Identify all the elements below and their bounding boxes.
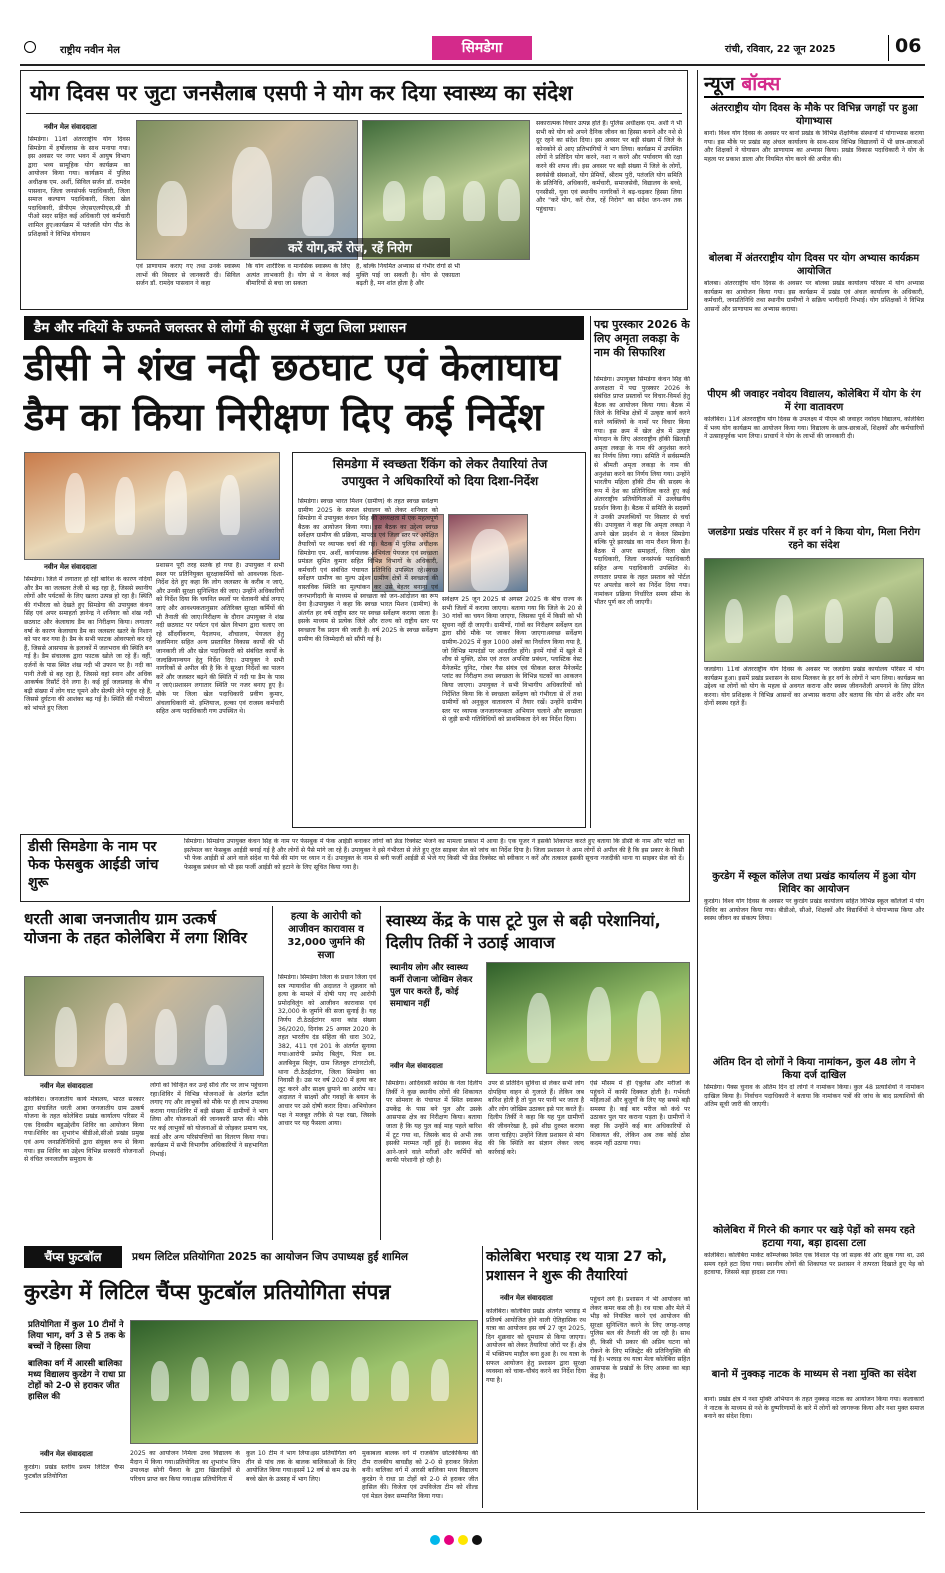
news-item-4-text: कुरडेग। विश्व योग दिवस के अवसर पर कुरडेग प्रखंड कार्यालय सहित विभिन्न स्कूल कॉलेजों में योग शिविर का आयोजन किया गया। बीडीओ, सीओ, शिक्षकों और विद्यार्थियों ने योगाभ्यास किया और स्वस्थ जीवन का संकल्प लिया। bbox=[704, 898, 924, 923]
football-bullet-1: प्रतियोगिता में कुल 10 टीमों ने लिया भाग, वर्ग 3 से 5 तक के बच्चों ने हिस्सा लिया bbox=[28, 1320, 125, 1352]
dharti-byline: नवीन मेल संवाददाता bbox=[40, 1082, 93, 1090]
news-item-3-photo bbox=[704, 558, 924, 662]
murder-headline: हत्या के आरोपी को आजीवन कारावास व 32,000 जुर्माने की सजा bbox=[287, 911, 365, 961]
yoga-col-4: है, बल्कि नियमित अभ्यास से गंभीर रोगों से भी मुक्ति पाई जा सकती है। योग से एकाग्रता बढ़ती है, मन शांत होता है और bbox=[356, 263, 460, 288]
rath-divider bbox=[482, 1246, 483, 1508]
news-box-title bbox=[704, 70, 924, 98]
news-item-7-head: बानो में नुक्कड़ नाटक के माध्यम से नशा मुक्ति का संदेश bbox=[711, 1369, 917, 1380]
bridge-byline: नवीन मेल संवाददाता bbox=[390, 1062, 443, 1070]
football-headline: कुरडेग में लिटिल चैंप्स फुटबॉल प्रतियोगिता संपन्न bbox=[24, 1280, 391, 1304]
news-item-6-text: कोलेबिरा। कोलेबिरा मार्केट कॉम्प्लेक्स स्थित एक विशाल पेड़ जो सड़क की ओर झुक गया था, उसे समय रहते हटा दिया गया। स्थानीय लोगों की शिकायत पर प्रशासन ने तत्परता दिखाते हुए पेड़ को हटवाया, जिससे बड़ा हादसा टल गया। bbox=[704, 1252, 924, 1277]
yoga-headline: योग दिवस पर जुटा जनसैलाब एसपी ने योग कर दिया स्वास्थ्य का संदेश bbox=[30, 81, 573, 105]
news-item-3-text: जलडेगा। 11वां अंतरराष्ट्रीय योग दिवस के अवसर पर जलडेगा प्रखंड कार्यालय परिसर में योग कार्यक्रम हुआ। इसमें प्रखंड प्रशासन के साथ मिलकर के हर वर्ग के लोगों ने भाग लिया। कार्यक्रम का उद्देश्य था लोगों को योग के महत्व से अवगत कराना और स्वस्थ जीवनशैली अपनाने के लिए प्रेरित करना। योग प्रशिक्षक ने विभिन्न आसनों का अभ्यास कराया और बताया कि योग से शरीर और मन दोनों स्वस्थ रहते हैं। bbox=[704, 666, 924, 708]
dam-kicker: डैम और नदियों के उफनते जलस्तर से लोगों की सुरक्षा में जुटा जिला प्रशासन bbox=[24, 316, 584, 340]
news-item-5-head: अंतिम दिन दो लोगों ने किया नामांकन, कुल 48 लोग ने किया दर्ज दाखिल bbox=[712, 1057, 916, 1081]
bridge-callout: स्थानीय लोग और स्वास्थ्य कर्मी रोजाना जोखिम लेकर पुल पार करते हैं, कोई समाधान नहीं bbox=[390, 963, 473, 1009]
murder-divider-left bbox=[272, 906, 273, 1240]
page-number: 06 bbox=[888, 35, 922, 61]
football-tag: चैंप्स फुटबॉल bbox=[24, 1246, 122, 1268]
registration-mark-icon bbox=[24, 41, 36, 53]
fb-headline: डीसी सिमडेगा के नाम पर फेक फेसबुक आईडी जांच शुरू bbox=[28, 839, 159, 891]
news-item-2-text: कोलेबिरा। 11वें अंतरराष्ट्रीय योग दिवस के उपलक्ष्य में पीएम श्री जवाहर नवोदय विद्यालय, कोलेबिरा में भव्य योग कार्यक्रम का आयोजन किया गया। विद्यालय के छात्र-छात्राओं, शिक्षकों और कर्मचारियों ने उत्साहपूर्वक भाग लिया। प्राचार्य ने योग के लाभों की जानकारी दी। bbox=[704, 416, 924, 441]
clean-col-1: सिमडेगा। स्वच्छ भारत मिशन (ग्रामीण) के तहत स्वच्छ सर्वेक्षण ग्रामीण 2025 के सफल संचालन को लेकर शनिवार को सिमडेगा में उपायुक्त कंचन सिंह की अध्यक्षता में एक महत्वपूर्ण बैठक का आयोजन किया गया। इस बैठक का उद्देश्य स्वच्छ सर्वेक्षण ग्रामीण की प्रक्रिया, मापदंड एवं जिला स्तर पर अपेक्षित तैयारियों पर व्यापक चर्चा की गई। बैठक में पुलिस अधीक्षक सिमडेगा एम. अर्शी, कार्यपालक अभियंता पेयजल एवं स्वच्छता प्रमंडल सुमित कुमार सहित विभिन्न विभागों के अधिकारी, कर्मचारी एवं संबंधित पंचायत प्रतिनिधि उपस्थित रहे।स्वच्छ सर्वेक्षण ग्रामीण का मूल्य उद्देश्य ग्रामीण क्षेत्रों में स्वच्छता की वास्तविक स्थिति का मूल्यांकन कर उसे बेहतर बनाना एवं जनभागीदारी के माध्यम से स्वच्छता को जन-आंदोलन का रूप देना है।उपायुक्त ने कहा कि स्वच्छ भारत मिशन (ग्रामीण) के अंतर्गत हर वर्ष राष्ट्रीय स्तर पर स्वच्छ सर्वेक्षण कराया जाता है। इसके माध्यम से प्रत्येक जिले और राज्य को राष्ट्रीय स्तर पर स्वच्छता रैंक प्रदान की जाती है। वर्ष 2025 के स्वच्छ सर्वेक्षण ग्रामीण की जिम्मेदारी को सौंपी गई है। bbox=[298, 498, 438, 643]
yoga-byline: नवीन मेल संवाददाता bbox=[44, 123, 97, 131]
dam-byline: नवीन मेल संवाददाता bbox=[44, 563, 97, 571]
news-item-0-text: बानो। विश्व योग दिवस के अवसर पर बानो प्रखंड के विभिन्न शैक्षणिक संस्थानों में योगाभ्यास कराया गया। इस मौके पर प्रखंड सह अंचल कार्यालय के साथ-साथ विभिन्न विद्यालयों में भी छात्र-छात्राओं और शिक्षकों ने योगासन और प्राणायाम का अभ्यास किया। प्रखंड विकास पदाधिकारी ने योग के महत्व पर प्रकाश डाला और नियमित योग करने की अपील की। bbox=[704, 130, 924, 163]
dam-photo bbox=[24, 452, 280, 560]
padma-headline: पद्म पुरस्कार 2026 के लिए अमृता लकड़ा के नाम की सिफारिश bbox=[594, 318, 690, 359]
paper-name: राष्ट्रीय नवीन मेल bbox=[60, 45, 120, 56]
clean-photo-2 bbox=[448, 514, 528, 592]
bridge-col-2: उपर से प्रतिदिन सुविधा से लेकर सभी लोग दोपहिया वाहन से गुजरते हैं। लेकिन जब बारिश होती है तो पुल पर पानी भर जाता है और लोग जोखिम उठाकर इसे पार करते हैं। दिलीप तिर्की ने कहा कि यह पुल ग्रामीणों की जीवनरेखा है, इसे शीघ्र दुरुस्त कराया जाना चाहिए। उन्होंने जिला प्रशासन से मांग की कि स्थिति का संज्ञान लेकर जल्द कार्रवाई करे। bbox=[488, 1080, 584, 1156]
news-item-5-text: सिमडेगा। पैक्स चुनाव के अंतिम दिन दो लोगों ने नामांकन किया। कुल 48 प्रत्याशियों ने नामांकन दाखिल किया है। निर्वाचन पदाधिकारी ने बताया कि नामांकन पत्रों की जांच के बाद प्रत्याशियों की अंतिम सूची जारी की जाएगी। bbox=[704, 1084, 924, 1109]
color-registration-strip bbox=[430, 1530, 520, 1540]
rath-col-2: पहुंचने लगे हैं। प्रशासन ने भी आयोजन को लेकर कमर कस ली है। रथ यात्रा और मेले में भीड़ को नियंत्रित करने एवं आयोजन की सुरक्षा सुनिश्चित करने के लिए जगह-जगह पुलिस बल की तैनाती की जा रही है। साथ ही, किसी भी प्रकार की अप्रिय घटना को रोकने के लिए मजिस्ट्रेट की प्रतिनियुक्ति की गई है। भरघाड़ रथ यात्रा मेला कोलेबिरा सहित आसपास के प्रखंडों के लिए आस्था का बड़ा केंद्र है। bbox=[590, 1296, 690, 1381]
rath-byline: नवीन मेल संवाददाता bbox=[500, 1294, 553, 1302]
padma-divider bbox=[590, 316, 591, 828]
footer-rule bbox=[20, 1512, 925, 1513]
dharti-headline: धरती आबा जनजातीय ग्राम उत्कर्ष योजना के तहत कोलेबिरा में लगा शिविर bbox=[24, 910, 247, 947]
news-item-7-text: बानो। प्रखंड क्षेत्र में नशा मुक्ति अभियान के तहत नुक्कड़ नाटक का आयोजन किया गया। कलाकारों ने नाटक के माध्यम से नशे के दुष्परिणामों के बारे में लोगों को जागरूक किया और नशा मुक्त समाज बनाने का संदेश दिया। bbox=[704, 1396, 924, 1421]
dam-headline-1: डीसी ने शंख नदी छठघाट एवं केलाघाघ bbox=[24, 345, 561, 389]
football-bullets bbox=[26, 1320, 126, 1438]
masthead bbox=[20, 34, 925, 64]
news-item-0-head: अंतरराष्ट्रीय योग दिवस के मौके पर विभिन्न जगहों पर हुआ योगाभ्यास bbox=[710, 103, 918, 127]
news-item-1-text: बोलबा। अंतरराष्ट्रीय योग दिवस के अवसर पर बोलबा प्रखंड कार्यालय परिसर में योग अभ्यास कार्यक्रम का आयोजन किया गया। इस कार्यक्रम में प्रखंड एवं अंचल कार्यालय के अधिकारी, कर्मचारी, जनप्रतिनिधि तथा स्थानीय ग्रामीणों ने सक्रिय भागीदारी निभाई। योग प्रशिक्षकों ने विभिन्न आसनों और प्राणायाम का अभ्यास कराया। bbox=[704, 280, 924, 313]
dharti-col-1: कोलेबिरा। जनजातीय कार्य मंत्रालय, भारत सरकार द्वारा संचालित धरती आबा जनजातीय ग्राम उत्कर्ष योजना के तहत कोलेबिरा प्रखंड कार्यालय परिसर में एक दिवसीय बहुउद्देशीय शिविर का आयोजन किया गया।शिविर का शुभारंभ बीडीओ,सीओ प्रखंड प्रमुख एवं अन्य जनप्रतिनिधियों द्वारा संयुक्त रूप से किया गया। इस शिविर का उद्देश्य विभिन्न सरकारी योजनाओं से वंचित जनजातीय समुदाय के bbox=[24, 1096, 144, 1164]
murder-text: सिमडेगा। सिमडेगा जिला के प्रधान जिला एवं सत्र न्यायाधीश की अदालत ने शुक्रवार को हत्या के मामले में दोषी पाए गए आरोपी प्रमोदविलुंग को आजीवन कारावास एवं 32,000 के जुर्माने की सजा सुनाई है। यह निर्णय टी.ठेठईटांगर थाना कांड संख्या 36/2020, दिनांक 25 अगस्त 2020 के तहत भारतीय दंड संहिता की धारा 302, 382, 411 एवं 201 के अंतर्गत सुनाया गया।आरोपी प्रमोद बिलुंग, पिता स्व. अलबिनुस बिलुंग, ग्राम जितबुरु टांगरटोली, थाना टी.ठेठईटांगर, जिला सिमडेगा का निवासी है। उस पर वर्ष 2020 में हत्या कर लूट करने और साक्ष्य छुपाने का आरोप था। अदालत ने साक्ष्यों और गवाहों के बयान के आधार पर उसे दोषी करार दिया। अभियोजन पक्ष ने मजबूत तरीके से पक्ष रखा, जिसके आधार पर यह फैसला आया। bbox=[278, 974, 376, 1128]
murder-divider-right bbox=[380, 906, 381, 1240]
fb-text: सिमडेगा। सिमडेगा उपायुक्त कंचन सिंह के नाम पर फेसबुक में फेक आईडी बनाकर लोगों को फ्रेंड रिक्वेस्ट भेजने का मामला प्रकाश में आया है। एक यूजर ने इसकी शिकायत करते हुए बताया कि डीसी के नाम और फोटो का इस्तेमाल कर फेसबुक आईडी बनाई गई है और लोगों से पैसे मांगे जा रहे हैं। उपायुक्त ने इसे गंभीरता से लेते हुए तुरंत साइबर सेल को जांच का निर्देश दिया है। जिला प्रशासन ने आम लोगों से अपील की है कि इस प्रकार के किसी भी फेक आईडी से आने वाले संदेश या पैसे की मांग पर ध्यान न दें। उपायुक्त के नाम से बनी फर्जी आईडी से भेजे गए किसी भी फ्रेंड रिक्वेस्ट को स्वीकार न करें और तत्काल इसकी सूचना नजदीकी थाना या साइबर सेल को दें। फेसबुक प्रबंधन को भी इस फर्जी आईडी को हटाने के लिए सूचित किया गया है। bbox=[184, 838, 684, 871]
news-item-1-head: बोलबा में अंतरराष्ट्रीय योग दिवस पर योग अभ्यास कार्यक्रम आयोजित bbox=[708, 253, 920, 277]
right-col-divider bbox=[697, 70, 698, 1510]
rath-headline: कोलेबिरा भरघाड़ रथ यात्रा 27 को, प्रशासन ने शुरू की तैयारियां bbox=[486, 1249, 668, 1284]
news-item-2-head: पीएम श्री जवाहर नवोदय विद्यालय, कोलेबिरा में योग के रंग में रंगा वातावरण bbox=[707, 389, 921, 413]
padma-text: सिमडेगा। उपायुक्त सिमडेगा कंचन सिंह की अध्यक्षता में पद्म पुरस्कार 2026 के संबंधित प्राप्त प्रस्तावों पर विचार-विमर्श हेतु बैठक का आयोजन किया गया। बैठक में जिले के विभिन्न क्षेत्रों में उत्कृष्ट कार्य करने वाले व्यक्तियों के नामों पर विचार किया गया। इस क्रम में खेल क्षेत्र में उत्कृष्ट योगदान के लिए अंतरराष्ट्रीय हॉकी खिलाड़ी अमृता लकड़ा के नाम की अनुशंसा करने का निर्णय लिया गया। समिति ने सर्वसम्मति से श्रीमती अमृता लकड़ा के नाम की अनुशंसा करने का निर्णय लिया गया। उन्होंने भारतीय महिला हॉकी टीम की सदस्य के रूप में देश का प्रतिनिधित्व करते हुए कई अंतरराष्ट्रीय प्रतियोगिताओं में उल्लेखनीय प्रदर्शन किया है। बैठक में समिति के सदस्यों ने उनकी उपलब्धियों पर विस्तार से चर्चा की। उपायुक्त ने कहा कि अमृता लकड़ा ने अपने खेल प्रदर्शन से न केवल सिमडेगा बल्कि पूरे झारखंड का नाम रौशन किया है। बैठक में अपर समाहर्ता, जिला खेल पदाधिकारी, जिला जनसंपर्क पदाधिकारी सहित अन्य पदाधिकारी उपस्थित थे। लगातार प्रयास के तहत प्रस्ताव को पोर्टल पर अपलोड करने का निर्देश दिया गया। नामांकन प्रक्रिया निर्धारित समय सीमा के भीतर पूर्ण कर ली जाएगी। bbox=[594, 376, 690, 607]
yoga-headline-rule bbox=[26, 113, 682, 114]
yoga-photo-caption: करें योग,करें रोज, रहें निरोग bbox=[250, 238, 450, 257]
football-kicker: प्रथम लिटिल प्रतियोगिता 2025 का आयोजन जिप उपाध्यक्ष हुईं शामिल bbox=[132, 1251, 409, 1263]
yoga-col-2: एवं प्राणायाम कराए गए तथा उनके स्वास्थ्य लाभों की विस्तार से जानकारी दी। सिविल सर्जन डॉ. रामदेव पासवान ने कहा bbox=[136, 263, 240, 288]
bridge-headline: स्वास्थ्य केंद्र के पास टूटे पुल से बढ़ी परेशानियां, दिलीप तिर्की ने उठाई आवाज bbox=[386, 911, 661, 952]
football-col-2: 2025 का आयोजन निर्मला उच्च विद्यालय के मैदान में किया गया।प्रतियोगिता का शुभारंभ जिप उपाध्यक्ष सोनी पैंकरा के द्वारा खिलाड़ियों से परिचय प्राप्त कर किया गया।इस प्रतियोगिता में bbox=[130, 1450, 240, 1483]
clean-headline-2: उपायुक्त ने अधिकारियों को दिया दिशा-निर्देश bbox=[341, 474, 539, 488]
bridge-col-1: सिमडेगा। आदिवासी कांग्रेस के नेता दिलीप तिर्की ने कुछ स्थानीय लोगों की शिकायत पर सोमवार के पंचायत में स्थित स्वास्थ्य उपकेंद्र के पास बने पुल और उसके आसपास क्षेत्र का निरीक्षण किया। बताया जाता है कि यह पुल कई माह पहले बारिश में टूट गया था, जिसके बाद से अभी तक इसकी मरम्मत नहीं हुई है। स्वास्थ्य केंद्र आने-जाने वाले मरीजों और कर्मियों को काफी परेशानी हो रही है। bbox=[386, 1080, 482, 1165]
news-box-title-b: बॉक्स bbox=[741, 73, 781, 95]
bridge-col-3: ऐसे मौसम में ही एंबुलेंस और मरीजों के पहुंचने में काफी दिक्कत होती है। गर्भवती महिलाओं और बुजुर्गों के लिए यह सबसे बड़ी समस्या है। कई बार मरीज को कंधे पर उठाकर पुल पार कराना पड़ता है। ग्रामीणों ने कहा कि उन्होंने कई बार अधिकारियों से शिकायत की, लेकिन अब तक कोई ठोस कदम नहीं उठाया गया। bbox=[590, 1080, 690, 1148]
yoga-col-1: सिमडेगा। 11वां अंतरराष्ट्रीय योग दिवस सिमडेगा में हर्षोल्लास के साथ मनाया गया। इस अवसर पर नगर भवन में आयुष विभाग द्वारा भव्य सामूहिक योग कार्यक्रम का आयोजन किया गया। कार्यक्रम में पुलिस अधीक्षक एम. अर्शी, सिविल सर्जन डॉ. रामदेव पासवान, जिला जनसंपर्क पदाधिकारी, जिला समाज कल्याण पदाधिकारी, जिला खेल पदाधिकारी, डीपीएम जेएसएलपीएस,सी डी पीओ सदर सहित कई अधिकारी एवं कर्मचारी शामिल हुए।कार्यक्रम में पतंजलि योग पीठ के प्रशिक्षकों ने विभिन्न योगासन bbox=[28, 136, 130, 238]
football-photo bbox=[130, 1320, 478, 1444]
clean-col-2: सर्वेक्षण 25 जून 2025 से अगस्त 2025 के बीच राज्य के सभी जिलों में कराया जाएगा। बताया गया कि जिले के 20 से 30 गांवों का चयन किया जाएगा, जिसका पूर्व में किसी को भी सूचना नहीं दी जाएगी। ग्रामीणों, गांवों का निरीक्षण सर्वेक्षण दल द्वारा सीधे मौके पर जाकर किया जाएगा।स्वच्छ सर्वेक्षण ग्रामीण-2025 में कुल 1000 अंकों का निर्धारण किया गया है, जो विभिन्न मापदंडों पर आधारित होंगे। इनमें गांवों में खुले में शौच से मुक्ति, ठोस एवं तरल अपशिष्ट प्रबंधन, प्लास्टिक वेस्ट मैनेजमेंट यूनिट, गोबर गैस संयंत्र एवं फीकल स्लज मैनेजमेंट प्लांट का निरीक्षण तथा स्वच्छता के विभिन्न घटकों का आकलन किया जाएगा। उपायुक्त ने सभी विभागीय अधिकारियों को निर्देशित किया कि वे स्वच्छता सर्वेक्षण को गंभीरता से लें तथा ग्रामीणों को अनुकूल वातावरण में तैयार रखें। उन्होंने ग्रामीण स्तर पर व्यापक जनजागरूकता अभियान चलाने और स्वच्छता से जुड़ी सभी गतिविधियों को प्राथमिकता देने का निर्देश दिया। bbox=[442, 596, 582, 724]
news-item-3-head: जलडेगा प्रखंड परिसर में हर वर्ग ने किया योग, मिला निरोग रहने का संदेश bbox=[707, 527, 920, 551]
yoga-col-5: सकारात्मक विचार उत्पन्न होते हैं। पुलिस अधीक्षक एम. अर्शी ने भी सभी को योग को अपने दैनिक जीवन का हिस्सा बनाने और नशे से दूर रहने का संदेश दिया। इस अवसर पर बड़ी संख्या में जिले के कोनकोने से आए प्रतिभागियों ने भाग लिया। कार्यक्रम में उपस्थित लोगों ने प्रतिदिन योग करने, नशा न करने और पर्यावरण की रक्षा करने की शपथ ली। इस अवसर पर बड़ी संख्या में जिले के लोगों, स्वयंसेवी संस्थाओं, योग प्रेमियों, श्रीराम पुरी, पतंजलि योग समिति के प्रतिनिधि, अधिकारी, कर्मचारी, समाजसेवी, विद्यालय के बच्चे, एनसीसी, युवा एवं स्थानीय नागरिकों ने बढ़-चढ़कर हिस्सा लिया और "करें योग, करें रोज, रहें निरोग" का संदेश जन-जन तक पहुंचाया। bbox=[536, 120, 682, 213]
news-box-title-a: न्यूज bbox=[704, 73, 742, 95]
dharti-photo bbox=[24, 976, 264, 1076]
football-col-1: कुरडेग। प्रखंड स्तरीय प्रथम लिटिल चैंप्स फुटबॉल प्रतियोगिता bbox=[24, 1464, 124, 1480]
rath-col-1: कोलेबिरा। कोलेबिरा प्रखंड अंतर्गत भरघाड़ में प्रतिवर्ष आयोजित होने वाली ऐतिहासिक रथ यात्रा का आयोजन इस वर्ष 27 जून 2025, दिन शुक्रवार को धूमधाम से किया जाएगा। आयोजन को लेकर तैयारियां जोरों पर हैं। क्षेत्र में भक्तिमय माहौल बना हुआ है। रथ यात्रा के सफल आयोजन हेतु प्रशासन द्वारा सुरक्षा व्यवस्था को चाक-चौबंद करने का निर्देश दिया गया है। bbox=[486, 1308, 586, 1384]
dam-col-2: प्रशासन पूरी तरह सतर्क हो गया है। उपायुक्त ने सभी स्थल पर प्रतिनियुक्त सुरक्षाकर्मियों को आवश्यक दिशा-निर्देश देते हुए कहा कि लोग जलस्तर के करीब न जाएं, और उनकी सुरक्षा सुनिश्चित की जाए। उन्होंने अधिकारियों को निर्देश दिया कि चयनित स्थलों पर चेतावनी बोर्ड लगाए जाएं और आवश्यकतानुसार अतिरिक्त सुरक्षा कर्मियों की भी तैनाती की जाए।निरीक्षण के दौरान उपायुक्त ने शंख नदी छठघाट पर पर्यटन एवं खेल विभाग द्वारा चलाए जा रहे सौंदर्यीकरण, पैदलपथ, शौचालय, पेयजल हेतु जलमिनार सहित अन्य प्रस्तावित विकास कार्यों की भी जानकारी ली और खेल पदाधिकारी को संबंधित कार्यों के जल्दक्रियान्वयन हेतु निर्देश दिए। उपायुक्त ने सभी नागरिकों से अपील की है कि वे सुरक्षा निर्देशों का पालन करें और जलस्तर बढ़ने की स्थिति में नदी या डैम के पास न जाएं।प्रशासन लगातार स्थिति पर नजर बनाए हुए है। मौके पर जिला खेल पदाधिकारी प्रवीण कुमार, अंचलाधिकारी मो. इम्तियाज, हल्का एवं राजस्व कर्मचारी सहित अन्य पदाधिकारी गण उपस्थित थे। bbox=[156, 562, 284, 716]
football-col-3: कुल 10 टीम ने भाग लिया।इस प्रतियोगिता वर्ग तीन से पांच तक के बालक बालिकाओं के लिए आयोजित किया गया।इसमें 12 वर्ष से कम उम्र के बच्चे खेल के उत्साह में भाग लिए। bbox=[246, 1450, 356, 1483]
masthead-rule bbox=[20, 64, 925, 66]
clean-headline-1: सिमडेगा में स्वच्छता रैंकिंग को लेकर तैयारियां तेज bbox=[332, 457, 548, 471]
football-bullet-2: बालिका वर्ग में आरसी बालिका मध्य विद्यालय कुरडेग ने राधा प्रा टोहों को 2-0 से हराकर जीत हासिल की bbox=[28, 1359, 126, 1402]
dam-col-1: सिमडेगा। जिले में लगातार हो रही बारिश के कारण नदियों और डैम का जलस्तर तेजी से बढ़ रहा है, जिससे स्थानीय लोगों और पर्यटकों के लिए खतरा उत्पन्न हो रहा है। स्थिति की गंभीरता को देखते हुए सिमडेगा की उपायुक्त कंचन सिंह एवं अपर समाहर्ता ज्ञानेन्द्र ने शनिवार को शंख नदी छठघाट और केलाघाघ डैम का निरीक्षण किया। लगातार वर्षा के कारण केलाघाघ डैम का जलस्तर खतरे के निशान को पार कर गया है। डैम के सभी फाटक ओवरफ्लो कर रहे हैं, जिससे आसपास के इलाकों में जलभराव की स्थिति बन गई है। डैम संचालक द्वारा फाटक खोले जा रहे हैं। वहीं, दर्जनों के पास स्थित शंख नदी भी उफान पर है। नदी का पानी तेजी से बह रहा है, जिससे वहां स्नान और अधिक आकर्षक रिसॉर्ट देने लगा है। कई हुई जलप्रवाह के बीच बढ़ी संख्या में लोग घाट घूमने और सेल्फी लेने पहुंच रहे हैं, जिससे दुर्घटना की आशंका बढ़ गई है। स्थिति की गंभीरता को भांपते हुए जिला bbox=[24, 576, 152, 712]
news-item-6-head: कोलेबिरा में गिरने की कगार पर खड़े पेड़ों को समय रहते हटाया गया, बड़ा हादसा टला bbox=[713, 1225, 915, 1249]
dharti-col-2: लोगों को चिन्हित कर उन्हें सीधे तौर पर लाभ पहुंचाना रहा।शिविर में विभिन्न योजनाओं के अंतर्गत स्टॉल लगाए गए और लाभुकों को मौके पर ही लाभ उपलब्ध कराया गया।शिविर में बड़ी संख्या में ग्रामीणों ने भाग लिया और योजनाओं की जानकारी प्राप्त की। मौके पर कई लाभुकों को योजनाओं से जोड़कर प्रमाण पत्र, कार्ड और अन्य परिसंपत्तियों का वितरण किया गया।कार्यक्रम में सभी विभागीय अधिकारियों ने सहभागिता निभाई। bbox=[150, 1082, 268, 1158]
football-col-4-text: मुकाबला बालक वर्ग में राजकीय छोटकेकिंग्स की टीम राजकीय बाघडीह को 2-0 से हराकर विजेता बनी। बालिका वर्ग में आरसी बालिका मध्य विद्यालय कुरडेग ने राधा प्रा टोहों को 2-0 से हराकर जीत हासिल की। विजेता एवं उपविजेता टीम को शील्ड एवं मेडल देकर सम्मानित किया गया। bbox=[362, 1450, 478, 1500]
dam-headline-2: डैम का किया निरीक्षण दिए कई निर्देश bbox=[24, 395, 544, 439]
bridge-photo bbox=[486, 962, 690, 1074]
dateline: रांची, रविवार, 22 जून 2025 bbox=[725, 44, 836, 55]
yoga-col-3: कि योग शारीरिक व मानसिक स्वास्थ्य के लिए अत्यंत लाभकारी है। योग से न केवल कई बीमारियों से बचा जा सकता bbox=[246, 263, 350, 288]
news-item-4-head: कुरडेग में स्कूल कॉलेज तथा प्रखंड कार्यालय में हुआ योग शिविर का आयोजन bbox=[712, 871, 916, 895]
section-tag: सिमडेगा bbox=[432, 36, 532, 60]
football-byline: नवीन मेल संवाददाता bbox=[40, 1450, 93, 1458]
